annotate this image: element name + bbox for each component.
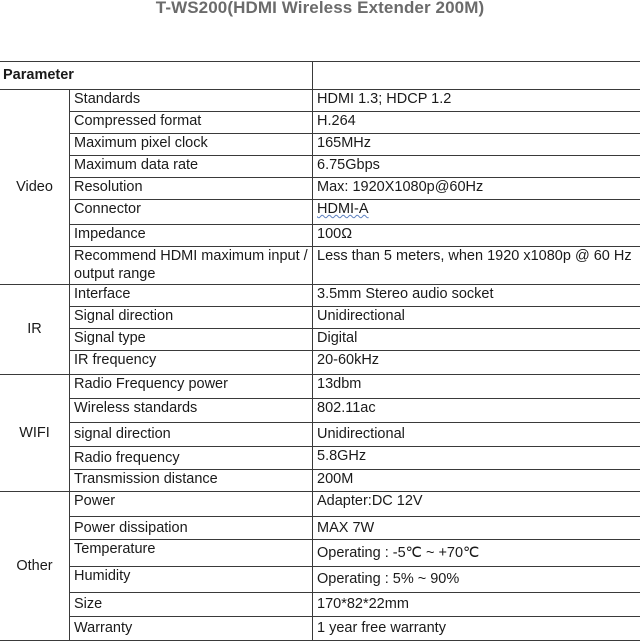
table-row bbox=[0, 134, 640, 156]
table-row bbox=[0, 307, 640, 329]
param-cell: Transmission distance bbox=[70, 470, 313, 492]
value-cell: 802.11ac bbox=[313, 399, 640, 423]
group-label-video: Video bbox=[0, 90, 70, 285]
value-cell: 170*82*22mm bbox=[313, 593, 640, 617]
value-cell: 3.5mm Stereo audio socket bbox=[313, 285, 640, 307]
table-row bbox=[0, 617, 640, 641]
header-row bbox=[0, 62, 640, 90]
param-cell: Power bbox=[70, 492, 313, 517]
connector-value: HDMI-A bbox=[317, 201, 369, 217]
param-cell: Temperature bbox=[70, 540, 313, 567]
group-label-wifi: WIFI bbox=[0, 375, 70, 492]
value-cell: Unidirectional bbox=[313, 423, 640, 447]
table-row bbox=[0, 90, 640, 112]
param-cell: Resolution bbox=[70, 178, 313, 200]
table-row bbox=[0, 492, 640, 517]
value-cell: 165MHz bbox=[313, 134, 640, 156]
param-cell: Humidity bbox=[70, 567, 313, 593]
param-cell: Standards bbox=[70, 90, 313, 112]
table-row bbox=[0, 375, 640, 399]
value-cell: Operating : -5℃ ~ +70℃ bbox=[313, 540, 640, 567]
table-row bbox=[0, 423, 640, 447]
table-row bbox=[0, 156, 640, 178]
param-cell: Size bbox=[70, 593, 313, 617]
value-cell: Adapter:DC 12V bbox=[313, 492, 640, 517]
param-cell: Power dissipation bbox=[70, 517, 313, 540]
value-cell: Unidirectional bbox=[313, 307, 640, 329]
value-cell: MAX 7W bbox=[313, 517, 640, 540]
table-row bbox=[0, 593, 640, 617]
table-row bbox=[0, 247, 640, 285]
group-label-ir: IR bbox=[0, 285, 70, 375]
value-cell: 1 year free warranty bbox=[313, 617, 640, 641]
param-cell: Compressed format bbox=[70, 112, 313, 134]
param-cell: IR frequency bbox=[70, 351, 313, 375]
param-cell: Recommend HDMI maximum input / output range bbox=[70, 247, 313, 285]
table-row bbox=[0, 567, 640, 593]
table-row bbox=[0, 200, 640, 225]
table-row bbox=[0, 285, 640, 307]
value-cell: Max: 1920X1080p@60Hz bbox=[313, 178, 640, 200]
value-cell: Operating : 5% ~ 90% bbox=[313, 567, 640, 593]
value-cell: Digital bbox=[313, 329, 640, 351]
param-cell: Warranty bbox=[70, 617, 313, 641]
param-cell: Signal type bbox=[70, 329, 313, 351]
table-row bbox=[0, 470, 640, 492]
value-cell: 100Ω bbox=[313, 225, 640, 247]
param-cell: Radio Frequency power bbox=[70, 375, 313, 399]
value-cell: H.264 bbox=[313, 112, 640, 134]
table-row bbox=[0, 112, 640, 134]
value-cell: 13dbm bbox=[313, 375, 640, 399]
table-row bbox=[0, 351, 640, 375]
header-value bbox=[313, 62, 640, 90]
param-cell: Signal direction bbox=[70, 307, 313, 329]
value-cell: HDMI 1.3; HDCP 1.2 bbox=[313, 90, 640, 112]
document-title: T-WS200(HDMI Wireless Extender 200M) bbox=[0, 0, 640, 18]
param-cell: Impedance bbox=[70, 225, 313, 247]
param-cell: Maximum data rate bbox=[70, 156, 313, 178]
value-cell: 6.75Gbps bbox=[313, 156, 640, 178]
param-cell: Radio frequency bbox=[70, 447, 313, 470]
header-parameter: Parameter bbox=[0, 62, 313, 90]
value-cell: 200M bbox=[313, 470, 640, 492]
param-cell: Maximum pixel clock bbox=[70, 134, 313, 156]
value-cell bbox=[313, 200, 640, 225]
param-cell: Connector bbox=[70, 200, 313, 225]
table-row bbox=[0, 178, 640, 200]
param-cell: Interface bbox=[70, 285, 313, 307]
table-row bbox=[0, 540, 640, 567]
spec-table bbox=[0, 61, 640, 641]
table-row bbox=[0, 399, 640, 423]
table-row bbox=[0, 447, 640, 470]
table-row bbox=[0, 225, 640, 247]
group-label-other: Other bbox=[0, 492, 70, 641]
value-cell: 5.8GHz bbox=[313, 447, 640, 470]
value-cell: 20-60kHz bbox=[313, 351, 640, 375]
table-row bbox=[0, 517, 640, 540]
param-cell: signal direction bbox=[70, 423, 313, 447]
value-cell: Less than 5 meters, when 1920 x1080p @ 60 Hz bbox=[313, 247, 640, 285]
param-cell: Wireless standards bbox=[70, 399, 313, 423]
table-row bbox=[0, 329, 640, 351]
